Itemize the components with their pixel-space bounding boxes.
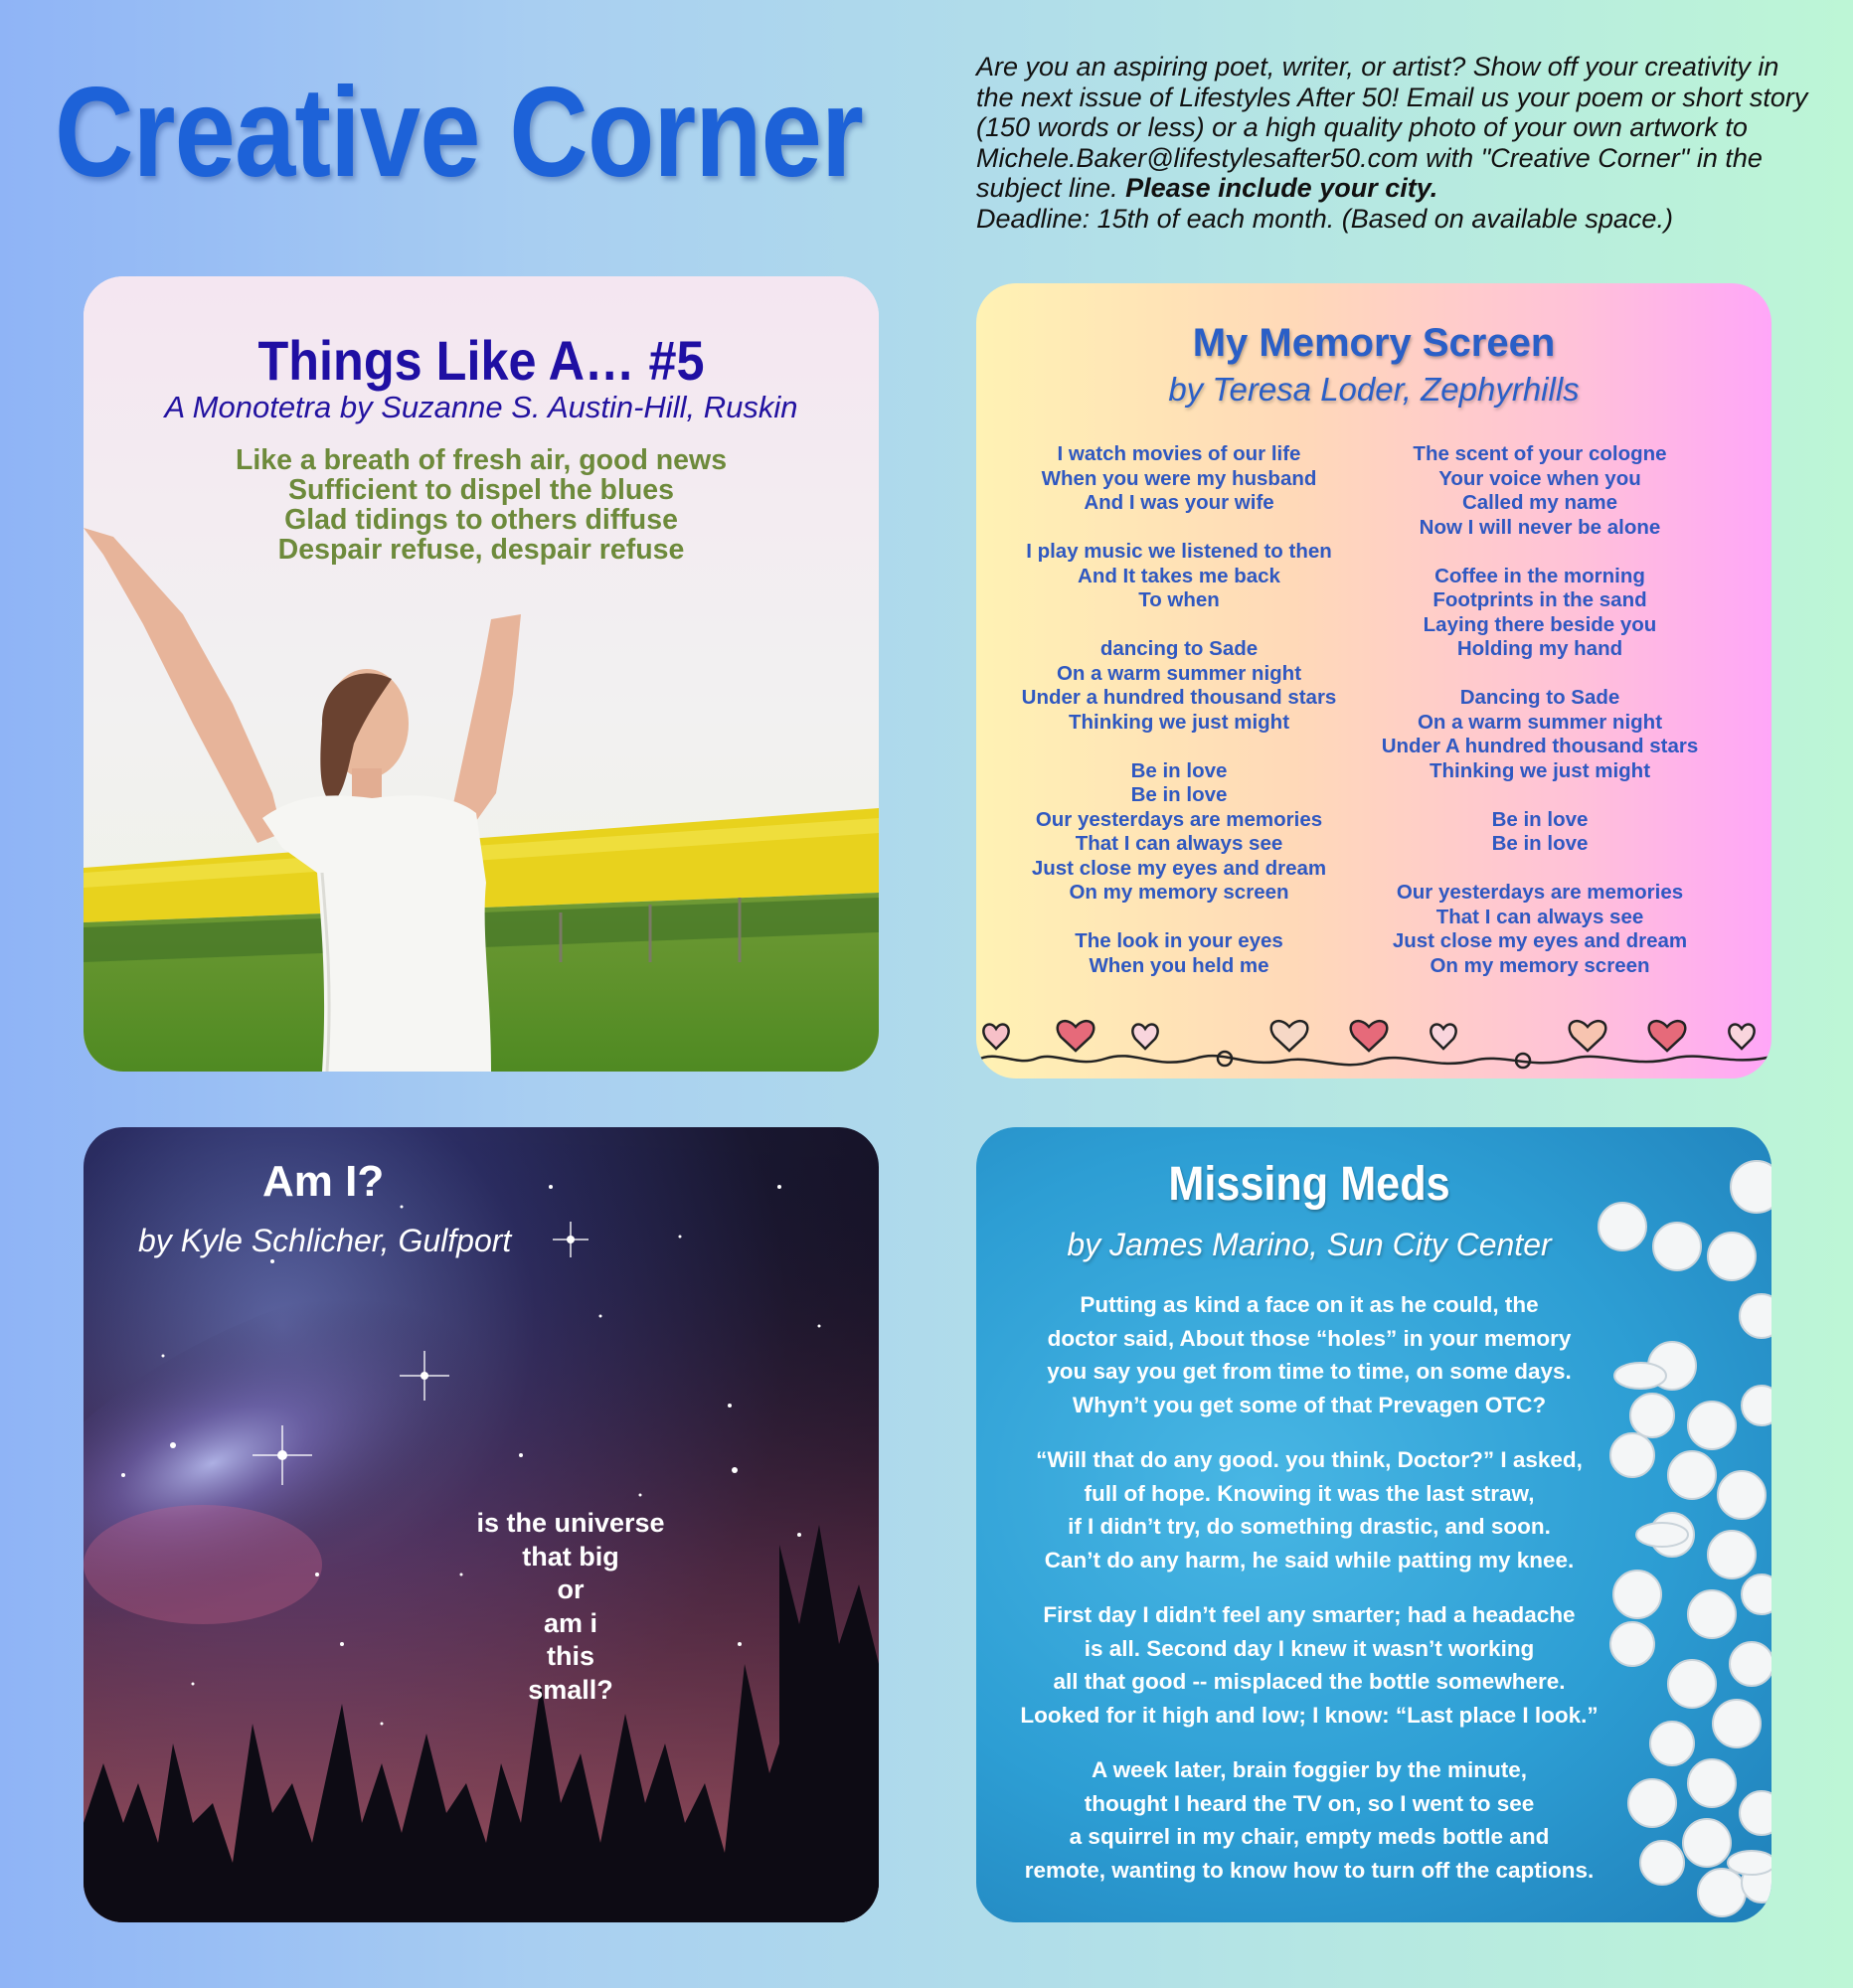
poem-line: Coffee in the morning [1434, 564, 1645, 587]
poem-byline: by James Marino, Sun City Center [1067, 1227, 1552, 1262]
hearts-border-decoration [976, 1009, 1771, 1078]
poem-right-column [1361, 442, 1719, 1003]
poem-line: Our yesterdays are memories [1396, 881, 1684, 904]
poem-line: is the universe [476, 1508, 665, 1538]
poem-line: remote, wanting to know how to turn off the captions. [1024, 1857, 1595, 1883]
poem-byline: by Teresa Loder, Zephyrhills [1168, 371, 1580, 408]
poem-line: Just close my eyes and dream [1031, 856, 1327, 880]
poem-byline: by Kyle Schlicher, Gulfport [138, 1223, 512, 1258]
poem-card-my-memory-screen [976, 283, 1771, 1078]
poem-line: a squirrel in my chair, empty meds bottle and [1069, 1824, 1550, 1849]
poem-stanza [1361, 686, 1719, 783]
poem-line: When you held me [1089, 953, 1269, 977]
page-title: Creative Corner [55, 62, 864, 204]
poem-stanza [1361, 565, 1719, 662]
poem-body [996, 1288, 1622, 1908]
poem-title: Am I? [262, 1157, 385, 1206]
poem-line: Be in love [1130, 783, 1228, 806]
poem-stanza [1000, 929, 1358, 978]
poem-line: full of hope. Knowing it was the last straw, [1084, 1480, 1535, 1506]
poem-line: Looked for it high and low; I know: “Last place I look.” [1020, 1702, 1599, 1728]
poem-line: Dancing to Sade [1459, 686, 1620, 709]
poem-line: Despair refuse, despair refuse [277, 534, 685, 566]
poem-line: Like a breath of fresh air, good news [235, 444, 728, 476]
poem-line: you say you get from time to time, on some days. [1047, 1359, 1572, 1384]
poem-byline: A Monotetra by Suzanne S. Austin-Hill, Ruskin [164, 390, 798, 424]
poem-line: Thinking we just might [1429, 758, 1651, 782]
poem-line: am i [543, 1607, 598, 1638]
poem-line: Be in love [1491, 807, 1589, 831]
poem-line: that big [522, 1541, 619, 1572]
poem-line: Laying there beside you [1423, 612, 1657, 636]
poem-line: I play music we listened to then [1026, 540, 1332, 563]
poem-stanza [996, 1598, 1622, 1732]
submission-intro [976, 52, 1811, 234]
poem-title: Things Like A… #5 [257, 329, 705, 392]
poem-line: I watch movies of our life [1057, 442, 1301, 465]
poem-card-am-i [84, 1127, 879, 1922]
intro-city-note: Please include your city. [1125, 173, 1438, 203]
poem-line: Under a hundred thousand stars [1021, 686, 1337, 709]
poem-line: To when [1138, 588, 1220, 611]
poem-line: Glad tidings to others diffuse [284, 504, 678, 536]
intro-text: Are you an aspiring poet, writer, or artist? Show off your creativity in the next issue of Lifestyles After 50! Email us your poem or short story (150 words or less) or a high quality photo of your own artwork to Michele.Baker@lifestylesafter50.com with "Creative Corner" in the subject line. [976, 52, 1808, 203]
poem-line: or [557, 1574, 585, 1604]
poem-line: dancing to Sade [1099, 637, 1259, 660]
poem-line: Thinking we just might [1068, 710, 1290, 734]
poem-line: When you were my husband [1041, 466, 1317, 490]
poem-stanza [1000, 759, 1358, 906]
poem-line: Can’t do any harm, he said while patting my knee. [1044, 1547, 1575, 1573]
poem-line: Your voice when you [1438, 466, 1641, 490]
poem-title: My Memory Screen [1192, 321, 1556, 365]
poem-line: this [546, 1641, 594, 1671]
poem-line: Our yesterdays are memories [1035, 807, 1323, 831]
poem-stanza [1000, 637, 1358, 735]
poem-line: if I didn’t try, do something drastic, and soon. [1068, 1514, 1551, 1539]
poem-line: Footprints in the sand [1432, 588, 1647, 611]
poem-line: A week later, brain foggier by the minute, [1091, 1757, 1527, 1782]
poem-line: On my memory screen [1430, 953, 1650, 977]
poem-line: Whyn’t you get some of that Prevagen OTC? [1072, 1392, 1547, 1417]
poem-title: Missing Meds [1168, 1158, 1450, 1211]
poem-line: On a warm summer night [1056, 661, 1302, 685]
poem-line: Putting as kind a face on it as he could, the [1080, 1292, 1539, 1317]
poem-line: Be in love [1130, 758, 1228, 782]
poem-stanza [996, 1288, 1622, 1421]
poem-line: That I can always see [1435, 905, 1644, 928]
poem-line: On a warm summer night [1417, 710, 1663, 734]
poem-stanza [1361, 881, 1719, 978]
poem-line: Be in love [1491, 832, 1589, 855]
poem-line: all that good -- misplaced the bottle somewhere. [1053, 1669, 1566, 1694]
poem-line: is all. Second day I knew it wasn’t working [1084, 1635, 1535, 1661]
poem-line: Under A hundred thousand stars [1381, 735, 1699, 757]
poem-line: The look in your eyes [1075, 929, 1283, 952]
poem-line: And I was your wife [1084, 491, 1274, 514]
poem-stanza [1000, 540, 1358, 613]
poem-card-missing-meds [976, 1127, 1771, 1922]
poem-line: Now I will never be alone [1419, 515, 1661, 539]
poem-left-column [1000, 442, 1358, 1003]
poem-line: On my memory screen [1069, 881, 1289, 904]
poem-line: doctor said, About those “holes” in your memory [1047, 1325, 1572, 1351]
poem-line: “Will that do any good. you think, Doctor?” I asked, [1036, 1447, 1583, 1472]
poem-body [84, 445, 879, 565]
poem-stanza [996, 1753, 1622, 1887]
poem-card-things-like-a [84, 276, 879, 1072]
poem-line: small? [528, 1674, 613, 1705]
intro-deadline: Deadline: 15th of each month. (Based on available space.) [976, 203, 1673, 234]
poem-line: Just close my eyes and dream [1392, 929, 1688, 952]
poem-stanza [1361, 808, 1719, 857]
poem-line: thought I heard the TV on, so I went to see [1084, 1790, 1535, 1816]
poem-line: Sufficient to dispel the blues [288, 474, 674, 506]
poem-line: That I can always see [1075, 832, 1283, 855]
poem-line: And It takes me back [1078, 564, 1280, 587]
poem-body [421, 1507, 720, 1707]
poem-stanza [1361, 442, 1719, 540]
poem-stanza [996, 1443, 1622, 1576]
poem-stanza [1000, 442, 1358, 516]
poem-line: Called my name [1461, 491, 1618, 514]
poem-line: Holding my hand [1456, 637, 1623, 660]
poem-line: The scent of your cologne [1413, 442, 1667, 465]
poem-line: First day I didn’t feel any smarter; had a headache [1043, 1602, 1576, 1627]
